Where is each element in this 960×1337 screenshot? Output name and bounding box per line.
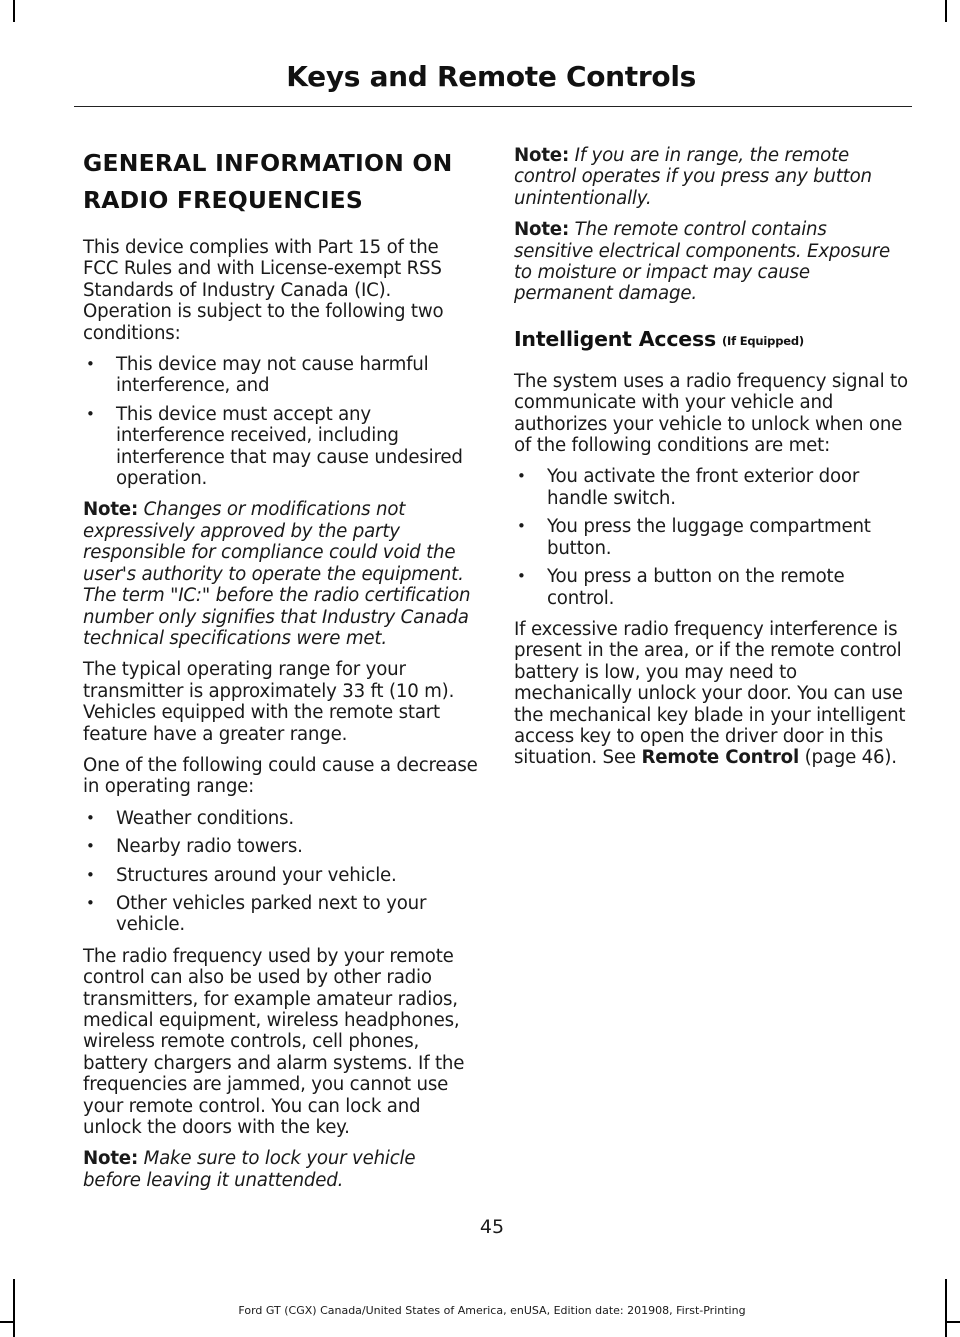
compliance-paragraph: This device complies with Part 15 of the FCC Rules and with License-exempt RSS Standards of Industry Canada (IC). Operation is subject to the following two conditions:: [83, 237, 444, 344]
note-label: Note:: [83, 499, 139, 521]
causes-list: [83, 808, 478, 936]
mechanical-key-paragraph: [514, 619, 910, 769]
left-column: [83, 145, 478, 1201]
list-item: • You press a button on the remote control.: [514, 566, 910, 609]
list-item: • This device must accept any interference received, including interference that may cause undesired operation.: [83, 404, 478, 490]
page-reference: (page 46).: [798, 747, 897, 769]
section-heading-line2: RADIO FREQUENCIES: [83, 186, 364, 214]
interference-paragraph: The radio frequency used by your remote control can also be used by other radio transmitters, for example amateur radios, medical equipment, wireless headphones, wireless remote controls, cell phones, battery chargers and alarm systems. If the frequencies are jammed, you cannot use your remote control. You can lock and unlock the doors with the key.: [83, 945, 465, 1139]
decrease-paragraph: One of the following could cause a decrease in operating range:: [83, 754, 478, 798]
subsection-title: Intelligent Access: [514, 326, 716, 351]
note-label: Note:: [514, 219, 570, 241]
header-divider: [74, 106, 912, 107]
note-text: Make sure to lock your vehicle before leaving it unattended.: [83, 1148, 416, 1191]
list-item: • You press the luggage compartment button.: [514, 516, 910, 559]
remote-control-link[interactable]: Remote Control: [641, 747, 799, 769]
right-column: [514, 145, 910, 779]
list-item: • This device may not cause harmful interference, and: [83, 354, 478, 397]
list-item: • Structures around your vehicle.: [83, 865, 478, 886]
crop-mark-bottom-right-corner: [945, 1321, 960, 1323]
crop-mark-bottom-left-corner: [0, 1321, 15, 1323]
running-header-title: Keys and Remote Controls: [286, 60, 696, 93]
note-text: If you are in range, the remote control operates if you press any button unintentionally.: [514, 145, 872, 209]
paragraph-text: If excessive radio frequency interference is present in the area, or if the remote control battery is low, you may need to mechanically unlock your door. You can use the mechanical key blade in your intelligent access key to open the driver door in this situation. See: [514, 618, 906, 769]
note-lock: [83, 1148, 478, 1191]
note-label: Note:: [83, 1148, 139, 1170]
equipped-qualifier: (If Equipped): [722, 333, 804, 348]
note-text: Changes or modifications not expressively approved by the party responsible for compliance could void the user's authority to operate the equipment. The term "IC:" before the radio certification number only signifies that Industry Canada technical specifications were met.: [83, 499, 471, 649]
list-item: • Other vehicles parked next to your vehicle.: [83, 893, 478, 936]
system-paragraph: The system uses a radio frequency signal to communicate with your vehicle and authorizes your vehicle to unlock when one of the following conditions are met:: [514, 370, 908, 457]
crop-mark-top-right: [945, 0, 947, 22]
note-label: Note:: [514, 145, 570, 166]
list-item: • You activate the front exterior door handle switch.: [514, 466, 910, 509]
subsection-heading: [514, 327, 910, 353]
note-fcc: [83, 499, 478, 649]
page-number: 45: [479, 1216, 505, 1238]
section-heading-line1: GENERAL INFORMATION ON: [83, 149, 453, 177]
section-heading: [83, 145, 478, 219]
list-item: • Nearby radio towers.: [83, 836, 478, 857]
footer-edition: Ford GT (CGX) Canada/United States of America, enUSA, Edition date: 201908, First-Printing: [238, 1304, 746, 1317]
list-item: • Weather conditions.: [83, 808, 478, 829]
conditions-list: [83, 354, 478, 489]
range-paragraph: The typical operating range for your transmitter is approximately 33 ft (10 m). Vehicles equipped with the remote start feature have a greater range.: [83, 659, 455, 745]
note-text: The remote control contains sensitive electrical components. Exposure to moisture or impact may cause permanent damage.: [514, 219, 891, 305]
crop-mark-top-left: [13, 0, 15, 22]
note-range: [514, 145, 910, 209]
unlock-conditions-list: [514, 466, 910, 608]
note-sensitive: [514, 219, 910, 305]
